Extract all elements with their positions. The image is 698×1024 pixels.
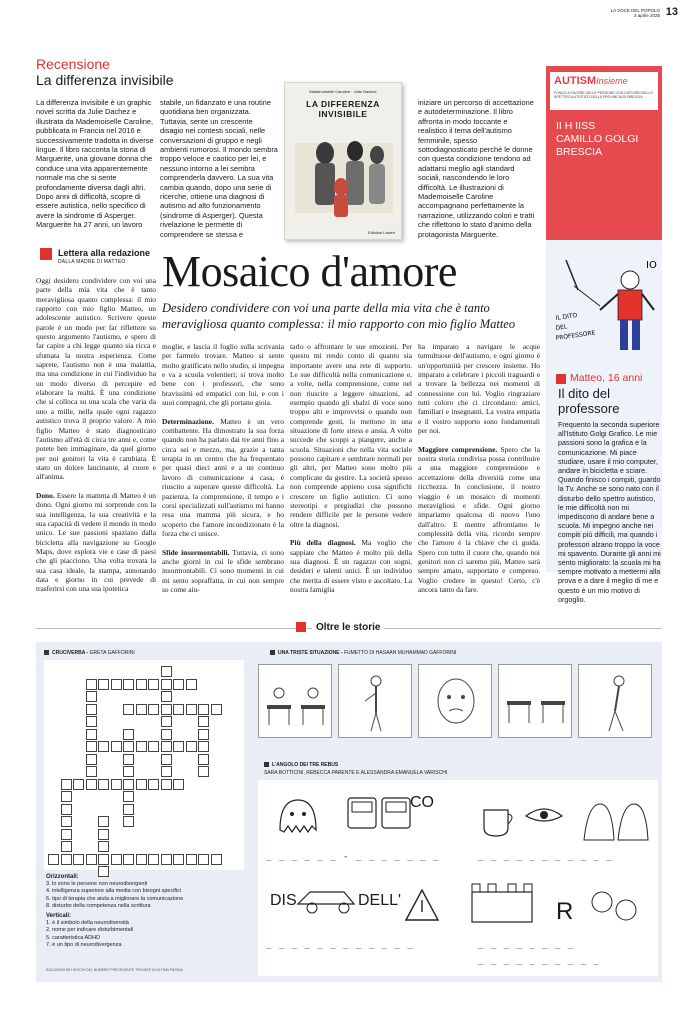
crossword-cell[interactable]	[123, 766, 134, 777]
rebus-answer-1[interactable]: _ _ _ _ _ _ - _ _ _ _ _ _ _	[266, 852, 440, 862]
crossword-cell[interactable]	[198, 704, 209, 715]
crossword-cell[interactable]	[86, 779, 97, 790]
rebus-answer-5[interactable]: _ _ _ _ _ _ _ _ _ _	[478, 956, 600, 966]
letter-column-3: tarlo o affrontare le sue emozioni. Per questo mi rendo conto di quanto sia importante avere una rete di supporto. Le sue difficoltà nella comunicazione e, a volte, nella comprensione, come nel non riuscire a leggere situazioni, ad esempio quando gli sbalzi di voce sono troppo alti e improvvisi o quando non comprende gesti, lo mettono in una situazione di forte stress e ansia. A volte succede che scoppi a piangere, anche a scuola. Situazioni che nella vita sociale possono capitare e sembrare normali per gli altri, per Matteo sono molto più complicate da gestire. La società spesso non comprende appieno cosa significhi crescere un figlio autistico. Ci sono stereotipi e pregiudizi che possono rendere difficile per le persone vedere oltre la diagnosi. Più della diagnosi. Ma voglio che sappiate che Matteo è molto più della sua diagnosi. È un ragazzo con sogni, desideri e talenti unici. È un individuo che merita di essere visto e ascoltato. La nostra famiglia	[290, 342, 412, 594]
letter-column-2: moglie, e lascia il foglio sulla scrivania per farmelo trovare. Matteo si sente molto gratificato nello studio, si impegna e va a scuola volentieri; si trova molto bene con i professori, che sono bravissimi ed empatici con lui, e con i suoi compagni, che gli portano gioia. Determinazione. Matteo è un vero combattente. Ha dimostrato la sua forza quando non ha parlato dai tre anni fino a circa sei e mezzo, ma, grazie a tanta terapia in un centro che ha frequentato per quasi dieci anni e a un continuo lavoro di comunicazione a casa, è riuscito a superare queste difficoltà. La pazienza, la comprensione, il tempo e i corsi specializzati sull'autismo mi hanno resa una mamma più sicura, e ho scoperto che l'amore incondizionato è la forza che ci unisce. Sfide insormontabili. Tuttavia, ci sono anche giorni in cui le sfide sembrano insormontabili. Ci sono momenti in cui mi sento sopraffatta, in cui non sempre so come aiu-	[162, 342, 284, 594]
crossword-cell[interactable]	[148, 779, 159, 790]
crossword-cell[interactable]	[198, 754, 209, 765]
crossword-cell[interactable]	[173, 779, 184, 790]
crossword-cell[interactable]	[211, 704, 222, 715]
rebus-answer-2[interactable]: _ _ _ _ _ _ _ _ _ _ _	[478, 852, 613, 862]
crossword-cell[interactable]	[61, 804, 72, 815]
comic-panel-5	[578, 664, 652, 738]
svg-text:DEL: DEL	[555, 323, 568, 332]
crossword-cell[interactable]	[198, 854, 209, 865]
crossword-cell[interactable]	[136, 779, 147, 790]
ghost-icon	[280, 800, 316, 832]
rebus-text-r: R	[556, 898, 574, 925]
crossword-cell[interactable]	[98, 816, 109, 827]
rebus-answer-3[interactable]: _ _ _ _ _ _ _ _ _ _ _ _	[266, 940, 414, 950]
crossword-cell[interactable]	[161, 729, 172, 740]
crossword-cell[interactable]	[186, 854, 197, 865]
matteo-marker	[556, 374, 566, 384]
crossword-cell[interactable]	[161, 691, 172, 702]
page-number: 13	[665, 6, 678, 18]
crossword-cell[interactable]	[173, 704, 184, 715]
castle-icon	[472, 892, 532, 922]
crossword-cell[interactable]	[86, 679, 97, 690]
rebus-head: L'ANGOLO DEI TRE REBUS	[264, 762, 338, 768]
letter-column-1: Oggi desidero condividere con voi una parte della mia vita che è tanto meravigliosa quanto complessa: il mio rapporto con mio figlio Matteo, un adolescente autistico. Scrivere queste parole è un modo per far riflettere su questo argomento l'autismo, e spero di far capire a chi legge quanto sia ricca e sfumata la nostra esperienza. Come saprete, l'autismo non è una malattia, ma una condizione in cui l'individuo ha un modo diverso di percepire ed elaborare la realtà. È una condizione che si colloca su una scala che varia da uno a mille, nella quale ogni ragazzo autistico trova il proprio valore. A mio figlio Matteo è stato diagnosticato l'autismo all'età di circa tre anni e, come potete ben immaginare, da quel giorno per noi genitori la vita è cambiata. È stato un dolore lancinante, al cuore e all'anima. Dono. Essere la mamma di Matteo è un dono. Ogni giorno mi sorprende con la sua intelligenza, la sua creatività e la sua capacità di vedere il mondo in modo unico. Le sue passioni spaziano dalla bicicletta alla navigazione su Google Maps, dove esplora vie e case di paesi che gli piacciono. Una volta trovata la sua casa ideale, la stampa, annotando data e giorno in cui prevede di trasferirsi con una sua ipotetica	[36, 276, 156, 594]
crossword-cell[interactable]	[123, 854, 134, 865]
cartoon-drawing	[550, 250, 662, 358]
crossword-cell[interactable]	[123, 704, 134, 715]
svg-text:PROFESSORE: PROFESSORE	[555, 329, 596, 342]
svg-text:IL DITO: IL DITO	[555, 311, 578, 322]
crossword-head: CRUCIVERBA - GRETA GAFFORINI	[44, 650, 135, 656]
crossword-cell[interactable]	[98, 829, 109, 840]
rebus-text-dis: DIS	[270, 892, 297, 909]
crossword-cell[interactable]	[73, 779, 84, 790]
paper-name: LA VOCE DEL POPOLO	[610, 8, 660, 13]
book-authors: Mademoiselle Caroline · Julie Dachez	[309, 89, 377, 94]
crossword-cell[interactable]	[161, 766, 172, 777]
book-title: LA DIFFERENZA INVISIBILE	[306, 99, 380, 119]
comic-panel-3	[418, 664, 492, 738]
crossword-cell[interactable]	[86, 766, 97, 777]
crossword-cell[interactable]	[61, 854, 72, 865]
matteo-text: Frequento la seconda superiore all'Istituto Golgi Grafico. Le mie passioni sono la grafica e la comunicazione. Mi piace studiare, usare il mio computer, andare in bicicletta e sciare. Quando finisco i compiti, guardo la Tv. Anche se sono nato con il disturbo dello spettro autistico, le mie difficoltà non mi impediscono di andare bene a scuola. Mi impegno anche nei compiti più difficili, ma quando i professori alzano troppo la voce mi spavento. Durante gli anni mi sento migliorato: la scuola mi ha sempre motivato a mettermi alla prova e a dare il meglio di me e questo è un mio motivo di orgoglio.	[558, 420, 661, 604]
book-publisher: Edizioni Lavieri	[368, 230, 395, 235]
crossword-cell[interactable]	[98, 854, 109, 865]
letter-byline: DALLA MADRE DI MATTEO	[58, 259, 126, 265]
comic-panel-2	[338, 664, 412, 738]
crossword-cell[interactable]	[148, 854, 159, 865]
crossword-cell[interactable]	[173, 854, 184, 865]
crossword-cell[interactable]	[98, 841, 109, 852]
crossword-cell[interactable]	[173, 741, 184, 752]
crossword-cell[interactable]	[86, 854, 97, 865]
crossword-cell[interactable]	[86, 741, 97, 752]
crossword-cell[interactable]	[123, 779, 134, 790]
crossword-cell[interactable]	[198, 741, 209, 752]
crossword-cell[interactable]	[61, 816, 72, 827]
crossword-cell[interactable]	[61, 841, 72, 852]
crossword-cell[interactable]	[136, 854, 147, 865]
head-icon-2	[616, 900, 636, 920]
comic-strip	[258, 664, 658, 738]
book-illustration	[285, 83, 403, 241]
crossword-cell[interactable]	[123, 741, 134, 752]
crossword-cell[interactable]	[123, 791, 134, 802]
crossword-cell[interactable]	[161, 741, 172, 752]
comic-panel-4	[498, 664, 572, 738]
logo-subtitle: FONDO A FAVORE DELLE PERSONE CON DISTURBI DELLO SPETTRO AUTISTICO DELLA PROVINCIA DI BRESCIA	[554, 91, 654, 100]
review-column-2: stabile, un fidanzato e una routine quotidiana ben organizzata. Tuttavia, sente un crescente disagio nei contesti sociali, nelle conversazioni di gruppo e negli ambienti rumorosi. Il mondo sembra troppo veloce e caotico per lei, e nessuno intorno a lei sembra comprenderla davvero. La sua vita cambia quando, dopo una serie di ricerche, ottiene una diagnosi di autismo ad alto funzionamento (sindrome di Asperger). Questa rivelazione le permette di comprendere se stessa e	[160, 98, 278, 239]
crossword-cell[interactable]	[186, 704, 197, 715]
crossword-cell[interactable]	[111, 854, 122, 865]
crossword-cell[interactable]	[148, 704, 159, 715]
crossword-cell[interactable]	[86, 691, 97, 702]
crossword-cell[interactable]	[111, 779, 122, 790]
crossword-cell[interactable]	[148, 741, 159, 752]
solutions-note: SOLUZIONI DEI GIOCHI DEL NUMERO PRECEDENTE TROVATE IN ULTIMA PAGINA	[46, 968, 183, 972]
letter-column-4: ha imparato a navigare le acque tumultuose dell'autismo, e ogni giorno è un'opportunità per crescere insieme. Ho imparato a celebrare i piccoli traguardi e a trovare la bellezza nei momenti di connessione con lui. Voglio ringraziare tutti coloro che ci circondano: amici, familiari e insegnanti. La vostra empatia e il vostro supporto sono fondamentali per noi. Maggiore comprensione. Spero che la nostra storia condivisa possa contribuire a una maggiore comprensione e accettazione della diversità come una ricchezza. In conclusione, il nostro viaggio è un mosaico di momenti meravigliosi e sfide. Ogni giorno impariamo qualcosa di nuovo l'uno dall'altro. E mentre affrontiamo le complessità della vita, ricordo sempre che l'amore è la chiave che ci guida. Spero con tutto il cuore che, quando noi genitori non ci saremo più, Matteo sarà sempre amato, supportato e compreso. Voglio credere in questo! Certo, c'è ancora tanto da fare.	[418, 342, 540, 594]
crossword-cell[interactable]	[136, 741, 147, 752]
rebus-answer-4[interactable]: _ _ _ _ _ _ _ _	[478, 940, 575, 950]
svg-text:IO: IO	[646, 260, 657, 271]
autism-insieme-logo	[550, 72, 658, 110]
comic-panel-1	[258, 664, 332, 738]
book-cover	[284, 82, 402, 240]
crossword-cell[interactable]	[123, 754, 134, 765]
stories-title: Oltre le storie	[312, 622, 384, 633]
crossword-cell[interactable]	[198, 766, 209, 777]
crossword-cell[interactable]	[61, 791, 72, 802]
crossword-grid[interactable]	[44, 660, 244, 870]
head-icon-1	[592, 892, 612, 912]
crossword-clues: Orizzontali: 3. lo sono le persone non neurodivergenti 4. intelligenza superiore alla media con bisogni specifici 6. tipo di terapia che aiuta a migliorare la comunicazione 8. disturbo della competenza nella scrittura Verticali: 1. è il simbolo della neurodiversità 2. nome per indicare disturbimentali 5. caratteristica ADHD 7. è un tipo di neurodivergenza	[46, 874, 184, 948]
crossword-cell[interactable]	[161, 779, 172, 790]
matteo-kicker: Matteo, 16 anni	[570, 372, 643, 384]
cup-icon	[484, 810, 508, 836]
letter-kicker: Lettera alla redazione	[58, 248, 151, 258]
crossword-cell[interactable]	[98, 679, 109, 690]
crossword-cell[interactable]	[161, 754, 172, 765]
rebus-text-co: CO	[410, 794, 434, 811]
review-column-1: La differenza invisibile è un graphic novel scritta da Julie Dachez e illustrata da Mademoiselle Caroline, pubblicata in Francia nel 2016 e successivamente tradotta in diverse lingue. Il libro racconta la storia di Marguerite, una giovane donna che conduce una vita apparentemente normale ma che si sente profondamente diversa dagli altri. Dopo anni di difficoltà, scopre di essere autistica, nello specifico di avere la sindrome di Asperger. Marguerite ha 27 anni, un lavoro	[36, 98, 154, 230]
crossword-cell[interactable]	[136, 704, 147, 715]
review-column-3: iniziare un percorso di accettazione e autodeterminazione. Il libro affronta in modo toccante e realistico il tema dell'autismo femminile, spesso sottodiagnosticato perché le donne con questa condizione tendono ad adattarsi meglio agli standard sociali, nascondendo le loro difficoltà. Le illustrazioni di Mademoiselle Caroline accompagnano perfettamente la narrazione, utilizzando colori e tratti che riflettono lo stato d'animo della protagonista Marguerite.	[418, 98, 535, 239]
crossword-cell[interactable]	[86, 754, 97, 765]
crossword-cell[interactable]	[198, 716, 209, 727]
masthead	[611, 8, 660, 18]
crossword-cell[interactable]	[186, 741, 197, 752]
crossword-cell[interactable]	[173, 679, 184, 690]
crossword-cell[interactable]	[111, 679, 122, 690]
crossword-cell[interactable]	[98, 779, 109, 790]
school-name: II H IISS CAMILLO GOLGI BRESCIA	[556, 120, 639, 158]
figure-icon-1	[584, 804, 614, 840]
section-marker	[40, 248, 52, 260]
crossword-cell[interactable]	[211, 854, 222, 865]
rebus-authors: SARA BOTTICINI, REBECCA PARENTE E ALESSANDRA EMANUELA VARISCHI	[264, 770, 448, 776]
crossword-cell[interactable]	[98, 741, 109, 752]
crossword-cell[interactable]	[186, 679, 197, 690]
crossword-cell[interactable]	[73, 854, 84, 865]
crossword-cell[interactable]	[161, 679, 172, 690]
crossword-cell[interactable]	[123, 816, 134, 827]
crossword-cell[interactable]	[123, 679, 134, 690]
crossword-cell[interactable]	[86, 729, 97, 740]
crossword-cell[interactable]	[61, 779, 72, 790]
crossword-cell[interactable]	[86, 704, 97, 715]
issue-date: 3 aprile 2025	[633, 13, 660, 18]
main-headline: Mosaico d'amore	[162, 247, 457, 296]
autism-insieme-box	[546, 66, 662, 242]
rebus-area	[258, 780, 658, 976]
crossword-cell[interactable]	[86, 716, 97, 727]
review-title: La differenza invisibile	[36, 72, 174, 88]
logo-main-text: AUTISMInsieme	[554, 75, 628, 87]
crossword-cell[interactable]	[48, 854, 59, 865]
crossword-cell[interactable]	[198, 729, 209, 740]
matteo-title: Il dito del professore	[558, 386, 620, 416]
crossword-cell[interactable]	[111, 741, 122, 752]
review-kicker: Recensione	[36, 56, 110, 72]
comic-head: UNA TRISTE SITUAZIONE - FUMETTO DI HASAAN MUHAMMAD GAFFORINI	[270, 650, 456, 656]
crossword-cell[interactable]	[136, 679, 147, 690]
crossword-cell[interactable]	[161, 716, 172, 727]
main-subheadline: Desidero condividere con voi una parte della mia vita che è tanto meravigliosa quanto complessa: il mio rapporto con mio figlio Matteo	[162, 301, 516, 331]
car-icon	[298, 892, 354, 904]
crossword-cell[interactable]	[123, 804, 134, 815]
rebus-text-dell: DELL'	[358, 892, 402, 909]
crossword-cell[interactable]	[148, 679, 159, 690]
crossword-cell[interactable]	[123, 729, 134, 740]
stories-marker	[296, 622, 306, 632]
crossword-cell[interactable]	[161, 704, 172, 715]
figure-icon-2	[618, 804, 648, 840]
crossword-cell[interactable]	[161, 854, 172, 865]
crossword-cell[interactable]	[61, 829, 72, 840]
crossword-cell[interactable]	[161, 666, 172, 677]
